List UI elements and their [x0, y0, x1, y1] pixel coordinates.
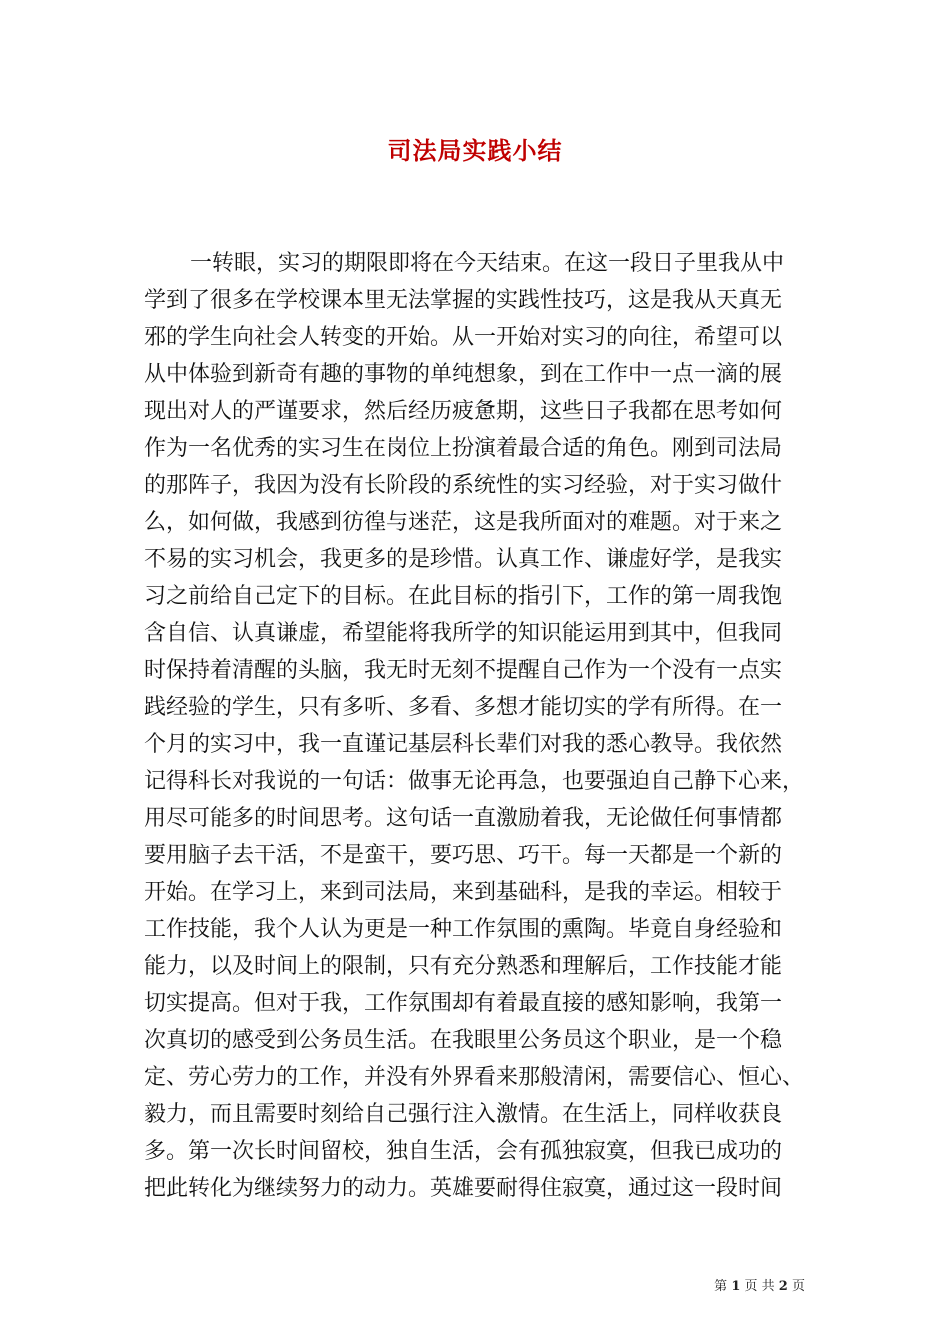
footer-suffix: 页: [791, 1279, 805, 1294]
text-line: 学到了很多在学校课本里无法掌握的实践性技巧，这是我从天真无: [144, 288, 783, 313]
page-footer: [714, 1275, 805, 1294]
text-line: 作为一名优秀的实习生在岗位上扮演着最合适的角色。刚到司法局: [144, 436, 783, 461]
text-line: 的那阵子，我因为没有长阶段的系统性的实习经验，对于实习做什: [144, 473, 783, 498]
text-line: 把此转化为继续努力的动力。英雄要耐得住寂寞，通过这一段时间: [144, 1176, 783, 1201]
text-line: 么，如何做，我感到彷徨与迷茫，这是我所面对的难题。对于来之: [144, 510, 783, 535]
text-line: 一转眼，实习的期限即将在今天结束。在这一段日子里我从中: [190, 251, 785, 276]
footer-middle: 页 共: [744, 1279, 775, 1294]
total-pages-number: 2: [778, 1279, 788, 1294]
page-title: 司法局实践小结: [387, 136, 563, 165]
text-line: 习之前给自己定下的目标。在此目标的指引下，工作的第一周我饱: [144, 584, 783, 609]
text-line: 从中体验到新奇有趣的事物的单纯想象，到在工作中一点一滴的展: [144, 362, 783, 387]
body-paragraph: [144, 245, 814, 1207]
text-line: 现出对人的严谨要求，然后经历疲惫期，这些日子我都在思考如何: [144, 399, 783, 424]
text-line: 个月的实习中，我一直谨记基层科长辈们对我的悉心教导。我依然: [144, 732, 783, 757]
text-line: 切实提高。但对于我，工作氛围却有着最直接的感知影响，我第一: [144, 991, 783, 1016]
text-line: 次真切的感受到公务员生活。在我眼里公务员这个职业，是一个稳: [144, 1028, 783, 1053]
text-line: 不易的实习机会，我更多的是珍惜。认真工作、谦虚好学，是我实: [144, 547, 783, 572]
text-line: 多。第一次长时间留校，独自生活，会有孤独寂寞，但我已成功的: [144, 1139, 783, 1164]
text-line: 时保持着清醒的头脑，我无时无刻不提醒自己作为一个没有一点实: [144, 658, 783, 683]
text-line: 邪的学生向社会人转变的开始。从一开始对实习的向往，希望可以: [144, 325, 783, 350]
text-line: 用尽可能多的时间思考。这句话一直激励着我，无论做任何事情都: [144, 806, 783, 831]
text-line: 要用脑子去干活，不是蛮干，要巧思、巧干。每一天都是一个新的: [144, 843, 783, 868]
text-line: 工作技能，我个人认为更是一种工作氛围的熏陶。毕竟自身经验和: [144, 917, 783, 942]
text-line: 含自信、认真谦虚，希望能将我所学的知识能运用到其中，但我同: [144, 621, 783, 646]
footer-prefix: 第: [714, 1279, 728, 1294]
current-page-number: 1: [731, 1279, 741, 1294]
text-line: 记得科长对我说的一句话：做事无论再急，也要强迫自己静下心来，: [144, 769, 805, 794]
text-line: 践经验的学生，只有多听、多看、多想才能切实的学有所得。在一: [144, 695, 783, 720]
text-line: 能力，以及时间上的限制，只有充分熟悉和理解后，工作技能才能: [144, 954, 783, 979]
text-line: 毅力，而且需要时刻给自己强行注入激情。在生活上，同样收获良: [144, 1102, 783, 1127]
text-line: 开始。在学习上，来到司法局，来到基础科，是我的幸运。相较于: [144, 880, 783, 905]
text-line: 定、劳心劳力的工作，并没有外界看来那般清闲，需要信心、恒心、: [144, 1065, 805, 1090]
